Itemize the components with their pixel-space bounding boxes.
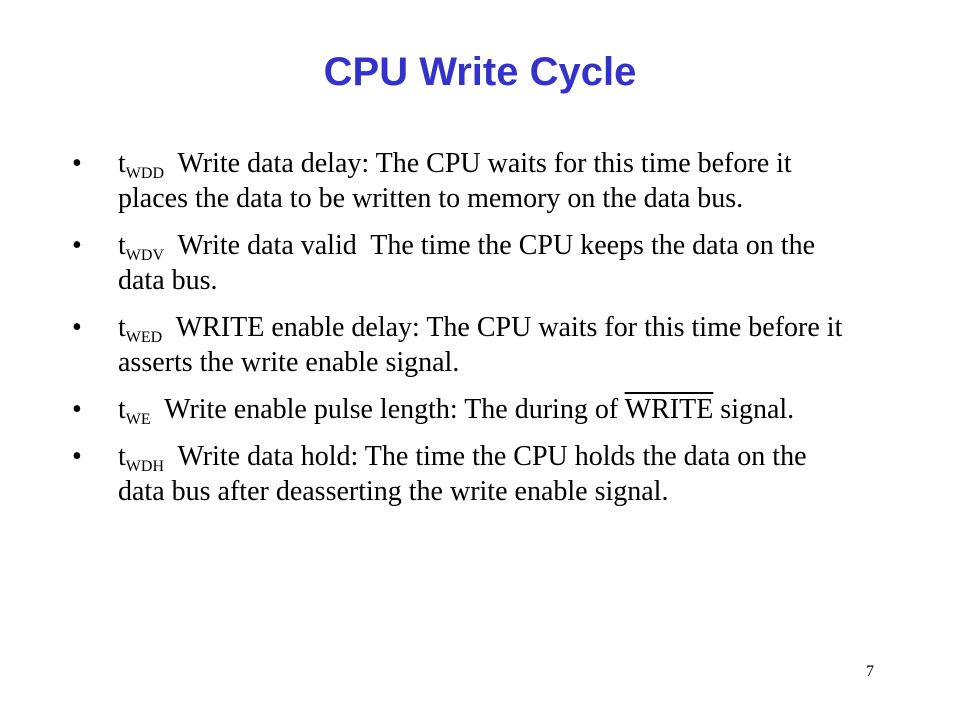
bullet-text: Write data hold: The time the CPU holds the data on the data bus after deasserting the write enable signal. [118,441,814,507]
bullet-item-twdh [72,439,852,509]
bullet-list [72,146,852,521]
timing-symbol-subscript: WDH [125,458,164,475]
bullet-text: WRITE enable delay: The CPU waits for this time before it asserts the write enable signal. [118,312,850,378]
timing-symbol-base: t [118,441,126,472]
timing-symbol-base: t [118,394,126,425]
timing-symbol [118,441,164,475]
bullet-text-before: Write enable pulse length: The during of [150,394,625,425]
bullet-item-twe [72,392,852,427]
timing-symbol [118,394,151,428]
bullet-text: Write data valid The time the CPU keeps the data on the data bus. [118,230,822,296]
timing-symbol-subscript: WDV [125,247,164,264]
bullet-marker: • [72,441,82,472]
bullet-text-after: signal. [713,394,795,425]
bullet-marker: • [72,230,82,261]
bullet-item-twed [72,310,852,380]
timing-symbol-subscript: WED [125,329,163,346]
slide-title: CPU Write Cycle [323,50,637,94]
write-signal-overlined: WRITE [624,394,714,425]
timing-symbol-base: t [118,312,126,343]
bullet-item-twdd [72,146,852,216]
bullet-item-twdv [72,228,852,298]
timing-symbol-subscript: WE [125,411,151,428]
timing-symbol [118,230,164,264]
page-number: 7 [866,663,874,680]
timing-symbol-base: t [118,230,126,261]
timing-symbol-subscript: WDD [125,165,164,182]
bullet-text: Write data delay: The CPU waits for this time before it places the data to be written to memory on the data bus. [118,148,799,214]
timing-symbol [118,148,164,182]
bullet-marker: • [72,148,82,179]
timing-symbol-base: t [118,148,126,179]
bullet-marker: • [72,312,82,343]
bullet-marker: • [72,394,82,425]
timing-symbol [118,312,163,346]
